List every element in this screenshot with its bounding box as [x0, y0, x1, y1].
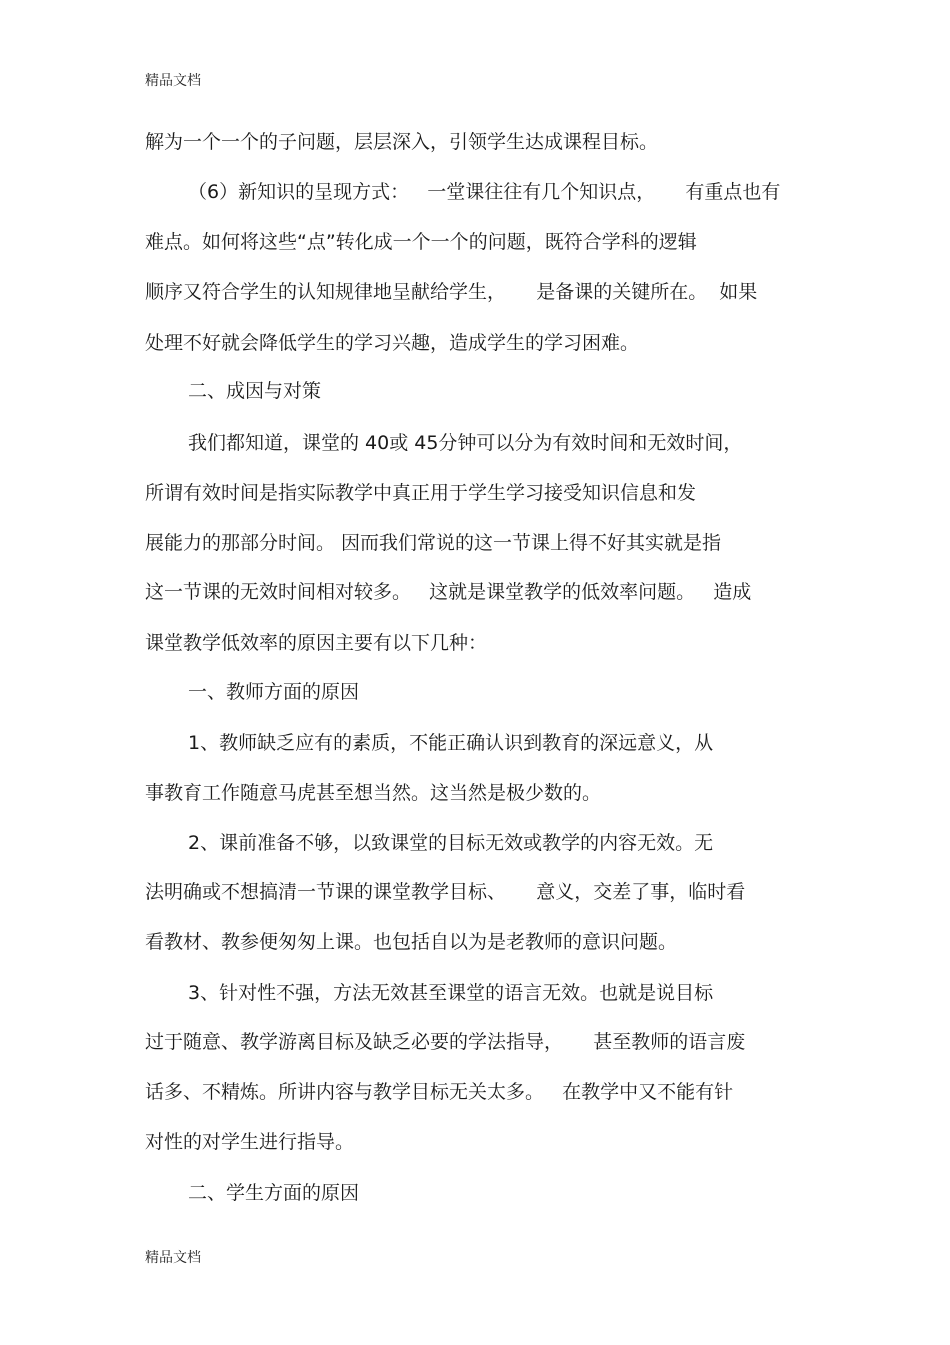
section-heading-causes: 二、成因与对策	[188, 380, 322, 402]
text-line-20: 话多、不精炼。所讲内容与教学目标无关太多。 在教学中又不能有针	[145, 1081, 734, 1103]
text-line-4: 顺序又符合学生的认知规律地呈献给学生， 是备课的关键所在。 如果	[145, 281, 758, 303]
text-line-16: 法明确或不想搞清一节课的课堂教学目标、 意义，交差了事，临时看	[145, 881, 746, 903]
page-footer: 精品文档	[145, 1250, 201, 1266]
text-line-3: 难点。如何将这些“点”转化成一个一个的问题，既符合学科的逻辑	[145, 231, 697, 253]
text-line-19: 过于随意、教学游离目标及缺乏必要的学法指导， 甚至教师的语言废	[145, 1031, 746, 1053]
text-line-17: 看教材、教参便匆匆上课。也包括自以为是老教师的意识问题。	[145, 931, 678, 953]
text-line-1: 解为一个一个的子问题，层层深入，引领学生达成课程目标。	[145, 131, 659, 153]
section-heading-teacher: 一、教师方面的原因	[188, 681, 360, 703]
text-line-13: 1、教师缺乏应有的素质，不能正确认识到教育的深远意义，从	[188, 732, 714, 754]
text-line-15: 2、课前准备不够，以致课堂的目标无效或教学的内容无效。无	[188, 832, 714, 854]
text-line-14: 事教育工作随意马虎甚至想当然。这当然是极少数的。	[145, 782, 602, 804]
text-line-11: 课堂教学低效率的原因主要有以下几种：	[145, 632, 488, 654]
page-header: 精品文档	[145, 73, 201, 89]
section-heading-student: 二、学生方面的原因	[188, 1182, 360, 1204]
text-line-7: 我们都知道，课堂的 40或 45分钟可以分为有效时间和无效时间，	[188, 432, 743, 454]
text-line-8: 所谓有效时间是指实际教学中真正用于学生学习接受知识信息和发	[145, 482, 697, 504]
text-line-21: 对性的对学生进行指导。	[145, 1131, 355, 1153]
text-line-5: 处理不好就会降低学生的学习兴趣，造成学生的学习困难。	[145, 332, 640, 354]
text-line-18: 3、针对性不强，方法无效甚至课堂的语言无效。也就是说目标	[188, 982, 714, 1004]
text-line-9: 展能力的那部分时间。 因而我们常说的这一节课上得不好其实就是指	[145, 532, 722, 554]
text-line-10: 这一节课的无效时间相对较多。 这就是课堂教学的低效率问题。 造成	[145, 581, 752, 603]
text-line-2: （6）新知识的呈现方式： 一堂课往往有几个知识点， 有重点也有	[188, 181, 781, 203]
